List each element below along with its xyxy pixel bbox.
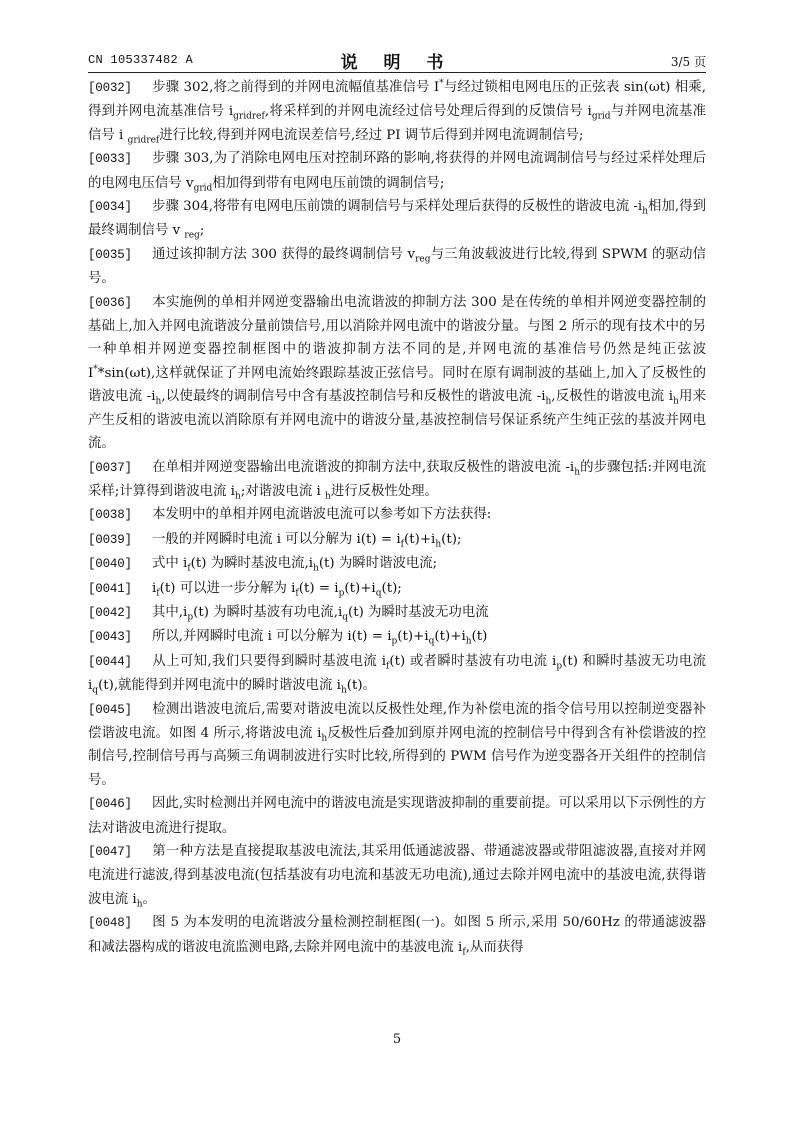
paragraph-0032: [0032] 步骤 302,将之前得到的并网电流幅值基准信号 I*与经过锁相电网电压的正弦表 sin(ωt) 相乘,得到并网电流基准信号 $i_{gridref}$,将采样到的并网电流经过信号处理后得到的反馈信号 $i_{grid}$与并网电流基准信号 i $_{gridref}$进行比较,得到并网电流误差信号,经过 PI 调节后得到并网电流调制信号; (88, 78, 706, 146)
paragraph-number: [0042] (88, 605, 132, 620)
paragraph-0046: [0046] 因此,实时检测出并网电流中的谐波电流是实现谐波抑制的重要前提。可以采用以下示例性的方法对谐波电流进行提取。 (88, 792, 706, 840)
page-number: 5 (392, 1032, 402, 1047)
page-header (88, 48, 706, 73)
paragraph-number: [0032] (88, 81, 132, 95)
paragraph-0033: [0033] 步骤 303,为了消除电网电压对控制环路的影响,将获得的并网电流调制信号与经过采样处理后的电网电压信号 $v_{grid}$相加得到带有电网电压前馈的调制信号; (88, 147, 706, 195)
paragraph-number: [0037] (88, 460, 132, 475)
paragraph-number: [0034] (88, 200, 132, 215)
paragraph-number: [0043] (88, 630, 132, 645)
paragraph-number: [0047] (88, 845, 132, 859)
paragraph-number: [0035] (88, 247, 132, 262)
paragraph-0047: [0047] 第一种方法是直接提取基波电流法,其采用低通滤波器、带通滤波器或带阻滤波器,直接对并网电流进行滤波,得到基波电流(包括基波有功电流和基波无功电流),通过去除并网电流中的基波电流,获得谐波电流 $i_h$。 (88, 840, 706, 911)
paragraph-0039: [0039] 一般的并网瞬时电流 i 可以分解为 $i(t) = i_f(t)+i_h(t)$; (88, 528, 706, 552)
paragraph-0045: [0045] 检测出谐波电流后,需要对谐波电流以反极性处理,作为补偿电流的指令信号用以控制逆变器补偿谐波电流。如图 4 所示,将谐波电流 $i_h$反极性后叠加到原并网电流的控制信号中得到含有补偿谐波的控制信号,控制信号再与高频三角调制波进行实时比较,所得到的 PWM 信号作为逆变器各开关组件的控制信号。 (88, 698, 706, 793)
paragraph-number: [0048] (88, 916, 132, 931)
paragraph-number: [0033] (88, 152, 132, 167)
paragraph-0036: [0036] 本实施例的单相并网逆变器输出电流谐波的抑制方法 300 是在传统的单相并网逆变器控制的基础上,加入并网电流谐波分量前馈信号,用以消除并网电流中的谐波分量。与图 2 所示的现有技术中的另一种单相并网逆变器控制框图中的谐波抑制方法不同的是,并网电流的基准信号仍然是纯正弦波 I**sin(ωt),这样就保证了并网电流始终跟踪基波正弦信号。同时在原有调制波的基础上,加入了反极性的谐波电流 $-i_h$,以使最终的调制信号中含有基波控制信号和反极性的谐波电流 $-i_h$,反极性的谐波电流 $i_h$用来产生反相的谐波电流以消除原有并网电流中的谐波分量,基波控制信号保证系统产生纯正弦的基波并网电流。 (88, 291, 706, 456)
paragraph-number: [0039] (88, 532, 132, 547)
patent-number: CN 105337482 A (88, 53, 194, 67)
paragraph-number: [0046] (88, 797, 132, 812)
paragraph-0042: [0042] 其中$,i_p(t)$ 为瞬时基波有功电流$,i_q(t)$ 为瞬时基波无功电流 (88, 601, 706, 625)
paragraph-number: [0038] (88, 508, 132, 523)
paragraph-number: [0041] (88, 581, 132, 596)
paragraph-number: [0040] (88, 557, 132, 572)
paragraph-0041: [0041] $i_f(t)$ 可以进一步分解为 $i_f(t) = i_p(t)+i_q(t)$; (88, 577, 706, 601)
document-title: 说 明 书 (340, 53, 454, 73)
header-rule (88, 72, 706, 73)
paragraph-number: [0045] (88, 702, 132, 717)
paragraph-0048: [0048] 图 5 为本发明的电流谐波分量检测控制框图(一)。如图 5 所示,采用 50/60Hz 的带通滤波器和减法器构成的谐波电流监测电路,去除并网电流中的基波电流 $i_f$,从而获得 (88, 911, 706, 959)
paragraph-0034: [0034] 步骤 304,将带有电网电压前馈的调制信号与采样处理后获得的反极性的谐波电流 $-i_h$相加,得到最终调制信号 v $_{reg}$; (88, 195, 706, 243)
page-indicator: 3/5 页 (670, 55, 706, 69)
paragraph-0044: [0044] 从上可知,我们只要得到瞬时基波电流 $i_f(t)$ 或者瞬时基波有功电流 $i_p(t)$ 和瞬时基波无功电流 $i_q(t)$,就能得到并网电流中的瞬时谐波电流 $i_h(t)$。 (88, 650, 706, 698)
paragraph-0038: [0038] 本发明中的单相并网电流谐波电流可以参考如下方法获得: (88, 503, 706, 527)
paragraph-0037: [0037] 在单相并网逆变器输出电流谐波的抑制方法中,获取反极性的谐波电流 $-i_h$的步骤包括:并网电流采样;计算得到谐波电流 $i_h$;对谐波电流 i $_h$进行反极性处理。 (88, 456, 706, 504)
document-body (88, 76, 706, 959)
paragraph-number: [0044] (88, 654, 132, 669)
paragraph-0035: [0035] 通过该抑制方法 300 获得的最终调制信号 $v_{reg}$与三角波载波进行比较,得到 SPWM 的驱动信号。 (88, 243, 706, 291)
paragraph-0040: [0040] 式中 $i_f(t)$ 为瞬时基波电流$,i_h(t)$ 为瞬时谐波电流; (88, 552, 706, 576)
paragraph-number: [0036] (88, 295, 132, 310)
paragraph-0043: [0043] 所以,并网瞬时电流 i 可以分解为 $i(t) = i_p(t)+i_q(t)+i_h(t)$ (88, 625, 706, 649)
